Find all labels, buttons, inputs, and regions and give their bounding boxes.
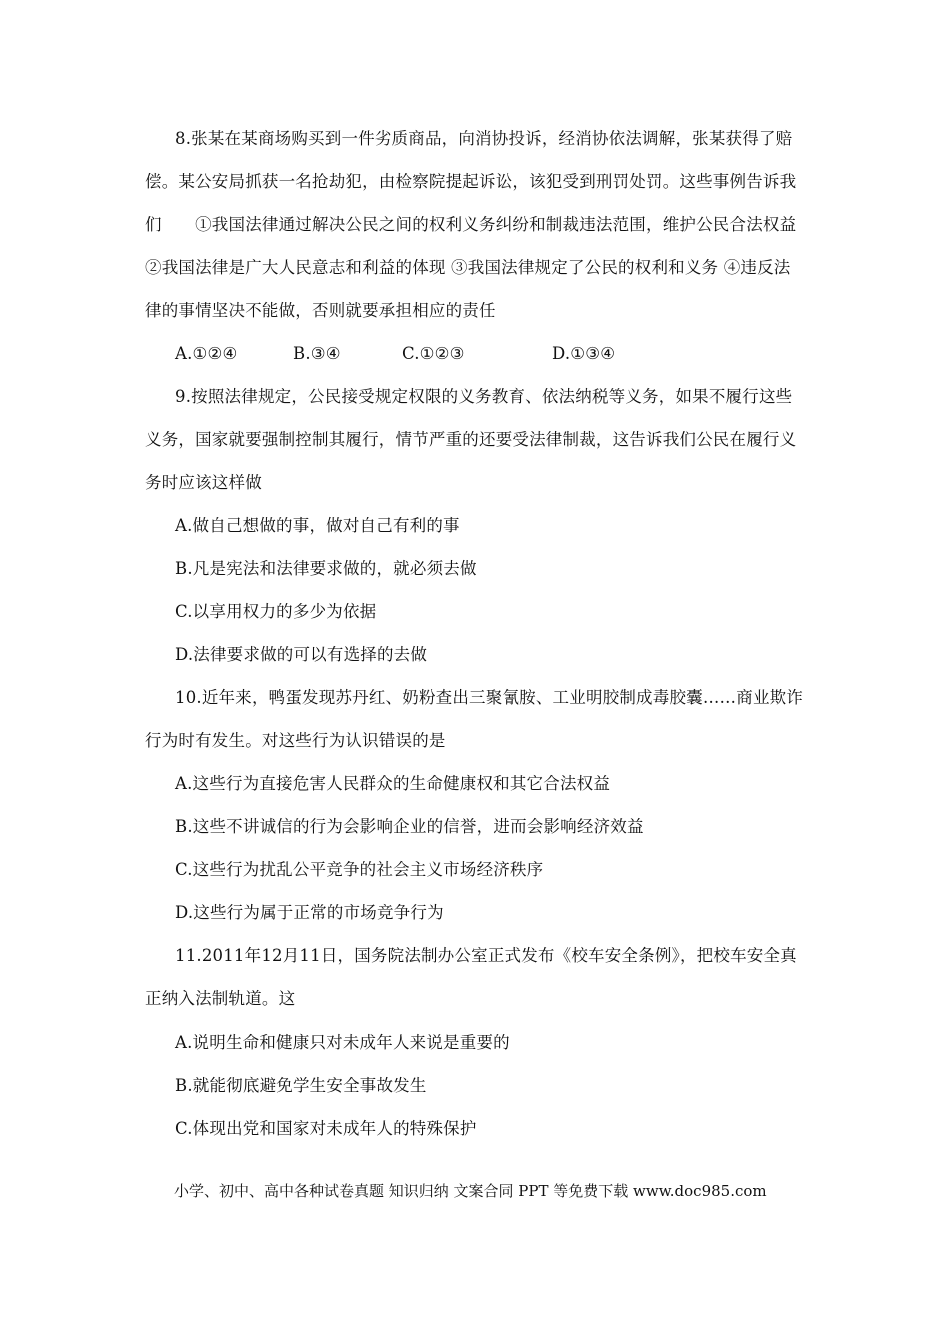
q8-option-b: B.③④ xyxy=(293,344,341,363)
q8-option-a: A.①②④ xyxy=(175,344,238,363)
q8-option-c: C.①②③ xyxy=(402,344,465,363)
q8-stem-line-4: ②我国法律是广大人民意志和利益的体现 ③我国法律规定了公民的权利和义务 ④违反法 xyxy=(145,258,791,277)
q11-option-b: B.就能彻底避免学生安全事故发生 xyxy=(175,1076,427,1095)
q9-stem-line-2: 义务，国家就要强制控制其履行，情节严重的还要受法律制裁，这告诉我们公民在履行义 xyxy=(145,430,797,449)
q10-stem-line-2: 行为时有发生。对这些行为认识错误的是 xyxy=(145,731,446,750)
q11-stem-line-2: 正纳入法制轨道。这 xyxy=(145,989,296,1008)
q9-stem-line-1: 9.按照法律规定，公民接受规定权限的义务教育、依法纳税等义务，如果不履行这些 xyxy=(175,387,793,406)
q10-option-b: B.这些不讲诚信的行为会影响企业的信誉，进而会影响经济效益 xyxy=(175,817,644,836)
q11-option-c: C.体现出党和国家对未成年人的特殊保护 xyxy=(175,1119,477,1138)
q11-option-a: A.说明生命和健康只对未成年人来说是重要的 xyxy=(175,1033,510,1052)
page-footer: 小学、初中、高中各种试卷真题 知识归纳 文案合同 PPT 等免费下载 www.doc985.com xyxy=(174,1182,767,1200)
q10-stem-line-1: 10.近年来，鸭蛋发现苏丹红、奶粉查出三聚氰胺、工业明胶制成毒胶囊……商业欺诈 xyxy=(175,688,804,707)
q10-option-d: D.这些行为属于正常的市场竞争行为 xyxy=(175,903,444,922)
q9-option-c: C.以享用权力的多少为依据 xyxy=(175,602,377,621)
q10-option-c: C.这些行为扰乱公平竞争的社会主义市场经济秩序 xyxy=(175,860,544,879)
q8-stem-line-3: 们 ①我国法律通过解决公民之间的权利义务纠纷和制裁违法范围，维护公民合法权益 xyxy=(145,215,797,234)
q8-option-d: D.①③④ xyxy=(552,344,616,363)
q8-stem-line-5: 律的事情坚决不能做，否则就要承担相应的责任 xyxy=(145,301,496,320)
q10-option-a: A.这些行为直接危害人民群众的生命健康权和其它合法权益 xyxy=(175,774,611,793)
q8-stem-line-1: 8.张某在某商场购买到一件劣质商品，向消协投诉，经消协依法调解，张某获得了赔 xyxy=(175,129,793,148)
q11-stem-line-1: 11.2011年12月11日，国务院法制办公室正式发布《校车安全条例》，把校车安全真 xyxy=(175,946,797,965)
q9-option-b: B.凡是宪法和法律要求做的，就必须去做 xyxy=(175,559,477,578)
q9-stem-line-3: 务时应该这样做 xyxy=(145,473,262,492)
q9-option-d: D.法律要求做的可以有选择的去做 xyxy=(175,645,428,664)
q8-stem-line-2: 偿。某公安局抓获一名抢劫犯，由检察院提起诉讼，该犯受到刑罚处罚。这些事例告诉我 xyxy=(145,172,797,191)
q9-option-a: A.做自己想做的事，做对自己有利的事 xyxy=(175,516,460,535)
